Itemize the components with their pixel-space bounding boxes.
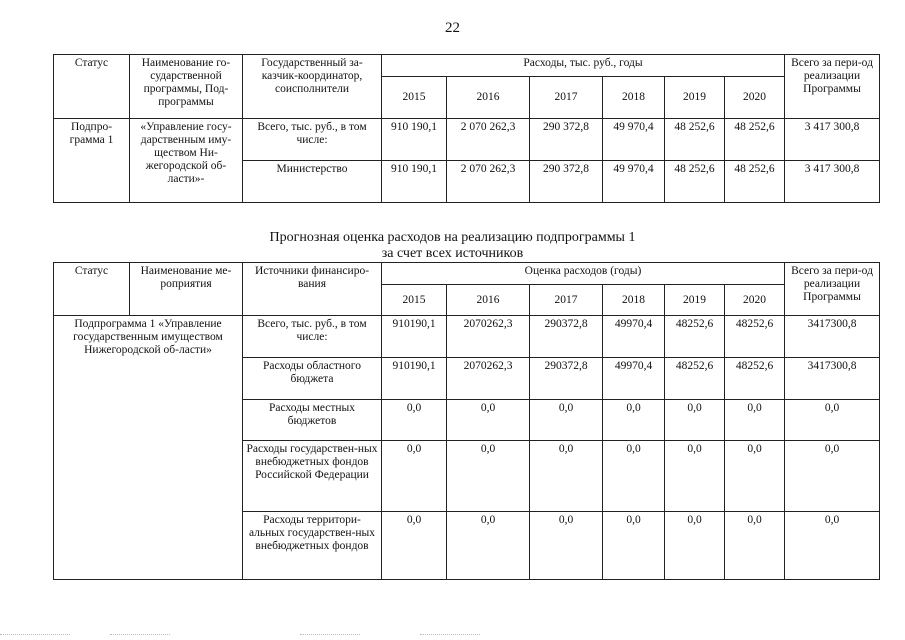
value-cell: 0,0	[382, 400, 447, 441]
value-cell: 910 190,1	[382, 119, 447, 161]
value-cell: 290372,8	[530, 358, 603, 400]
value-cell: 0,0	[447, 512, 530, 580]
value-cell: 0,0	[603, 400, 665, 441]
header-status: Статус	[54, 263, 130, 316]
header-funding-source: Источники финансиро-вания	[243, 263, 382, 316]
value-cell: 0,0	[725, 400, 785, 441]
row-label: Расходы областного бюджета	[243, 358, 382, 400]
value-cell: 0,0	[725, 512, 785, 580]
scan-artifact	[0, 634, 70, 636]
year-cell: 2015	[382, 77, 447, 119]
section-title: Прогнозная оценка расходов на реализацию подпрограммы 1	[269, 230, 636, 245]
value-cell: 910190,1	[382, 316, 447, 358]
value-cell: 0,0	[530, 512, 603, 580]
value-cell: 0,0	[665, 512, 725, 580]
page-number: 22	[445, 20, 460, 36]
total-cell: 3 417 300,8	[785, 161, 880, 203]
value-cell: 48252,6	[665, 358, 725, 400]
header-costs: Оценка расходов (годы)	[382, 263, 785, 285]
year-cell: 2017	[530, 77, 603, 119]
value-cell: 48252,6	[725, 316, 785, 358]
value-cell: 910190,1	[382, 358, 447, 400]
total-cell: 0,0	[785, 400, 880, 441]
total-cell: 3417300,8	[785, 316, 880, 358]
year-cell: 2016	[447, 285, 530, 316]
value-cell: 0,0	[382, 441, 447, 512]
year-cell: 2020	[725, 77, 785, 119]
scan-artifact	[300, 634, 360, 636]
row-label: Расходы местных бюджетов	[243, 400, 382, 441]
table-row	[54, 316, 880, 358]
year-cell: 2018	[603, 285, 665, 316]
value-cell: 48 252,6	[725, 161, 785, 203]
value-cell: 0,0	[603, 512, 665, 580]
header-program-name: Наименование го-сударственной программы, Под-программы	[130, 55, 243, 119]
value-cell: 48 252,6	[725, 119, 785, 161]
value-cell: 49 970,4	[603, 119, 665, 161]
value-cell: 0,0	[530, 400, 603, 441]
value-cell: 48252,6	[665, 316, 725, 358]
header-total: Всего за пери-од реализации Программы	[785, 55, 880, 119]
header-status: Статус	[54, 55, 130, 119]
header-total: Всего за пери-од реализации Программы	[785, 263, 880, 316]
value-cell: 2 070 262,3	[447, 161, 530, 203]
row-label: Расходы территори-альных государствен-ных внебюджетных фондов	[243, 512, 382, 580]
value-cell: 0,0	[725, 441, 785, 512]
cost-estimate-table	[53, 262, 880, 580]
header-activity-name: Наименование ме-роприятия	[130, 263, 243, 316]
total-cell: 3417300,8	[785, 358, 880, 400]
value-cell: 0,0	[382, 512, 447, 580]
year-cell: 2015	[382, 285, 447, 316]
year-cell: 2018	[603, 77, 665, 119]
section-subtitle: за счет всех источников	[381, 246, 524, 261]
value-cell: 0,0	[603, 441, 665, 512]
program-cell: Подпрограмма 1 «Управление государственным имуществом Нижегородской об-ласти»	[54, 316, 243, 580]
program-name-cell: «Управление госу-дарственным иму-ществом Ни-жегородской об-ласти»-	[130, 119, 243, 203]
header-customer: Государственный за-казчик-координатор, соисполнители	[243, 55, 382, 119]
value-cell: 48 252,6	[665, 161, 725, 203]
status-cell: Подпро-грамма 1	[54, 119, 130, 203]
value-cell: 290 372,8	[530, 119, 603, 161]
value-cell: 49 970,4	[603, 161, 665, 203]
value-cell: 49970,4	[603, 316, 665, 358]
total-cell: 0,0	[785, 441, 880, 512]
value-cell: 0,0	[530, 441, 603, 512]
value-cell: 0,0	[665, 400, 725, 441]
value-cell: 0,0	[665, 441, 725, 512]
year-cell: 2017	[530, 285, 603, 316]
year-cell: 2019	[665, 285, 725, 316]
header-costs: Расходы, тыс. руб., годы	[382, 55, 785, 77]
value-cell: 0,0	[447, 400, 530, 441]
table-row	[54, 119, 880, 161]
value-cell: 49970,4	[603, 358, 665, 400]
value-cell: 910 190,1	[382, 161, 447, 203]
value-cell: 0,0	[447, 441, 530, 512]
header-row	[54, 263, 880, 285]
value-cell: 48 252,6	[665, 119, 725, 161]
value-cell: 290372,8	[530, 316, 603, 358]
row-label: Всего, тыс. руб., в том числе:	[243, 316, 382, 358]
row-label: Расходы государствен-ных внебюджетных фондов Российской Федерации	[243, 441, 382, 512]
row-label: Министерство	[243, 161, 382, 203]
subprogram-costs-table	[53, 54, 880, 203]
value-cell: 48252,6	[725, 358, 785, 400]
total-cell: 3 417 300,8	[785, 119, 880, 161]
year-cell: 2020	[725, 285, 785, 316]
row-label: Всего, тыс. руб., в том числе:	[243, 119, 382, 161]
total-cell: 0,0	[785, 512, 880, 580]
value-cell: 290 372,8	[530, 161, 603, 203]
value-cell: 2070262,3	[447, 358, 530, 400]
header-row	[54, 55, 880, 77]
year-cell: 2016	[447, 77, 530, 119]
value-cell: 2070262,3	[447, 316, 530, 358]
value-cell: 2 070 262,3	[447, 119, 530, 161]
scan-artifact	[110, 634, 170, 636]
year-cell: 2019	[665, 77, 725, 119]
scan-artifact	[420, 634, 480, 636]
